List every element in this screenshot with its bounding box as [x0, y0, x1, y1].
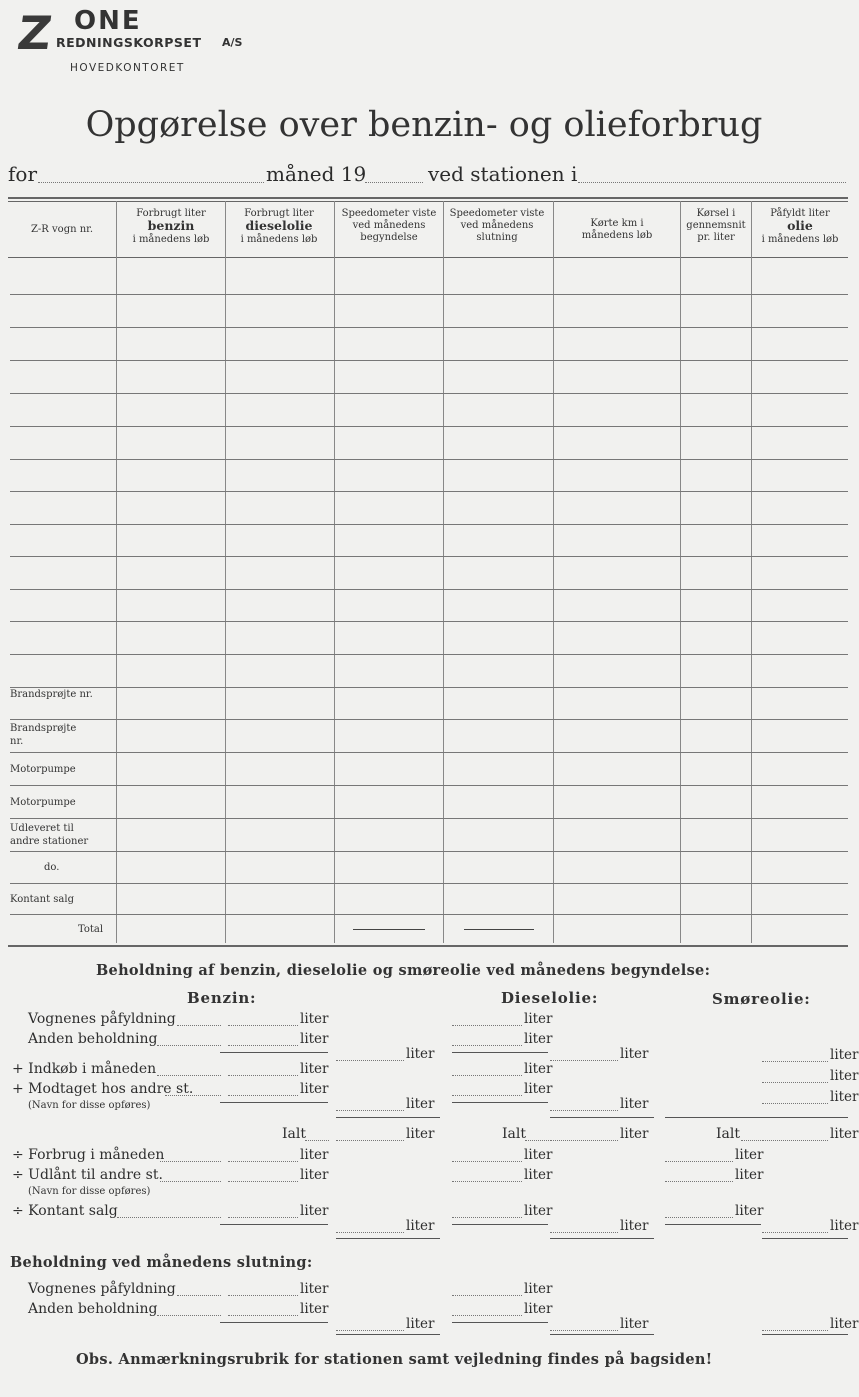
end-smore-total-field[interactable]: [762, 1330, 828, 1331]
diesel-anden-unit: liter: [524, 1031, 553, 1047]
end-diesel-anden-unit: liter: [524, 1301, 553, 1317]
end-diesel-vognenes-field[interactable]: [452, 1295, 522, 1296]
table-row-rule: [10, 459, 848, 460]
label-udlant: ÷ Udlånt til andre st.: [12, 1167, 163, 1183]
smore-1-unit: liter: [830, 1047, 859, 1063]
diesel-modtaget-unit: liter: [524, 1081, 553, 1097]
diesel-indkob-field[interactable]: [452, 1075, 522, 1076]
smore-end-rule: [762, 1238, 848, 1239]
end-benzin-rule: [220, 1322, 328, 1323]
diesel-kontant-field[interactable]: [452, 1217, 522, 1218]
col-header-avg: Kørsel i gennemsnit pr. liter: [686, 208, 746, 243]
diesel-forbrug-unit: liter: [524, 1147, 553, 1163]
end-benzin-vognenes-unit: liter: [300, 1281, 329, 1297]
col-header-km: Kørte km i månedens løb: [581, 218, 653, 241]
smore-2-unit: liter: [830, 1068, 859, 1084]
table-col-divider: [443, 201, 444, 943]
benzin-ialt-rule: [336, 1117, 440, 1118]
table-col-divider: [553, 201, 554, 943]
col-header-speedo-start: Speedometer viste ved månedens begyndelse: [341, 208, 437, 243]
benzin-subtotal-3-unit: liter: [406, 1218, 435, 1234]
col-header-vogn: Z-R vogn nr.: [30, 224, 94, 235]
benzin-subtotal-rule-2: [220, 1102, 328, 1103]
table-row-rule: [10, 393, 848, 394]
benzin-vognenes-unit: liter: [300, 1011, 329, 1027]
benzin-anden-unit: liter: [300, 1031, 329, 1047]
diesel-forbrug-field[interactable]: [452, 1161, 522, 1162]
year-field[interactable]: [365, 182, 423, 183]
label-ialt-smore: Ialt: [716, 1126, 740, 1142]
table-col-divider: [334, 201, 335, 943]
diesel-vognenes-unit: liter: [524, 1011, 553, 1027]
label-ialt-benzin: Ialt: [282, 1126, 306, 1142]
label-navn-note-1: (Navn for disse opføres): [28, 1100, 151, 1111]
logo-redningskorpset: REDNINGSKORPSET: [56, 35, 202, 50]
row-label-do: do.: [44, 862, 60, 873]
end-diesel-total-rule: [550, 1334, 654, 1335]
label-modtaget: + Modtaget hos andre st.: [12, 1081, 194, 1097]
logo-as: A/S: [222, 36, 243, 49]
smore-1-field[interactable]: [762, 1061, 828, 1062]
benzin-subtotal-rule-3: [220, 1224, 328, 1225]
diesel-udlant-field[interactable]: [452, 1181, 522, 1182]
end-benzin-total-rule: [336, 1334, 440, 1335]
smore-ialt-unit: liter: [830, 1126, 859, 1142]
for-label: for: [8, 162, 38, 186]
table-row-rule: [10, 524, 848, 525]
end-benzin-total-unit: liter: [406, 1316, 435, 1332]
diesel-subtotal-rule-2: [452, 1102, 548, 1103]
diesel-subtotal-1-field[interactable]: [550, 1060, 618, 1061]
table-col-divider: [116, 201, 117, 943]
label-navn-note-2: (Navn for disse opføres): [28, 1186, 151, 1197]
footer-note: Obs. Anmærkningsrubrik for stationen samt vejledning findes på bagsiden!: [76, 1351, 713, 1368]
benzin-subtotal-1-field[interactable]: [336, 1060, 404, 1061]
label-forbrug: ÷ Forbrug i måneden: [12, 1147, 165, 1163]
logo-z: Z: [14, 6, 52, 60]
diesel-subtotal-2-unit: liter: [620, 1096, 649, 1112]
table-row-rule: [10, 556, 848, 557]
benzin-modtaget-unit: liter: [300, 1081, 329, 1097]
col-title-smoreolie: Smøreolie:: [712, 990, 811, 1008]
benzin-subtotal-rule-1: [220, 1052, 328, 1053]
diesel-indkob-unit: liter: [524, 1061, 553, 1077]
table-row-rule: [10, 719, 848, 720]
smore-udlant-unit: liter: [735, 1167, 764, 1183]
smore-subtotal-rule: [665, 1224, 761, 1225]
label-indkob: + Indkøb i måneden: [12, 1061, 157, 1077]
table-row-rule: [10, 426, 848, 427]
col-title-benzin: Benzin:: [187, 989, 257, 1007]
benzin-kontant-field[interactable]: [228, 1217, 298, 1218]
end-diesel-rule: [452, 1322, 548, 1323]
table-row-rule: [10, 818, 848, 819]
table-col-divider: [680, 201, 681, 943]
row-label-kontant: Kontant salg: [10, 894, 74, 905]
benzin-forbrug-unit: liter: [300, 1147, 329, 1163]
table-row-rule: [10, 654, 848, 655]
benzin-ialt-unit: liter: [406, 1126, 435, 1142]
table-row-rule: [10, 851, 848, 852]
table-row-rule: [10, 360, 848, 361]
diesel-subtotal-rule-3: [452, 1224, 548, 1225]
benzin-modtaget-field[interactable]: [228, 1095, 298, 1096]
diesel-subtotal-rule-1: [452, 1052, 548, 1053]
end-leader-vognenes[interactable]: [177, 1295, 221, 1296]
end-label-anden: Anden beholdning: [28, 1301, 158, 1317]
col-header-speedo-end: Speedometer viste ved månedens slutning: [449, 208, 545, 243]
row-label-brandsprojte-2: Brandsprøjte nr.: [10, 723, 77, 747]
end-diesel-vognenes-unit: liter: [524, 1281, 553, 1297]
smore-ialt-rule: [665, 1117, 848, 1118]
leader-ialt-smore[interactable]: [741, 1140, 761, 1141]
table-row-rule: [10, 687, 848, 688]
smore-forbrug-field[interactable]: [665, 1161, 733, 1162]
table-row-rule: [10, 914, 848, 915]
table-bottom-rule: [8, 945, 848, 947]
benzin-udlant-unit: liter: [300, 1167, 329, 1183]
row-label-motorpumpe-2: Motorpumpe: [10, 797, 76, 808]
smore-forbrug-unit: liter: [735, 1147, 764, 1163]
leader-vognenes[interactable]: [177, 1025, 221, 1026]
smore-ialt-field[interactable]: [762, 1140, 828, 1141]
benzin-vognenes-field[interactable]: [228, 1025, 298, 1026]
table-row-rule: [10, 491, 848, 492]
month-label: måned 19: [266, 162, 367, 186]
end-stock-heading: Beholdning ved månedens slutning:: [10, 1254, 313, 1271]
diesel-subtotal-1-unit: liter: [620, 1046, 649, 1062]
end-smore-total-rule: [762, 1334, 848, 1335]
col-header-diesel: Forbrugt liter dieselolie i månedens løb: [240, 208, 318, 245]
end-benzin-anden-unit: liter: [300, 1301, 329, 1317]
table-row-rule: [10, 589, 848, 590]
diesel-anden-field[interactable]: [452, 1045, 522, 1046]
leader-forbrug[interactable]: [160, 1161, 221, 1162]
diesel-subtotal-3-field[interactable]: [550, 1232, 618, 1233]
label-kontant: ÷ Kontant salg: [12, 1203, 118, 1219]
table-row-rule: [10, 883, 848, 884]
diesel-ialt-unit: liter: [620, 1126, 649, 1142]
diesel-udlant-unit: liter: [524, 1167, 553, 1183]
smore-3-unit: liter: [830, 1089, 859, 1105]
table-row-rule: [10, 785, 848, 786]
table-row-rule: [10, 294, 848, 295]
total-underline-speedo-start: [353, 929, 425, 930]
station-field[interactable]: [578, 182, 846, 183]
benzin-anden-field[interactable]: [228, 1045, 298, 1046]
diesel-ialt-rule: [550, 1117, 654, 1118]
benzin-end-rule: [336, 1238, 440, 1239]
table-col-divider: [751, 201, 752, 943]
benzin-subtotal-1-unit: liter: [406, 1046, 435, 1062]
benzin-subtotal-3-field[interactable]: [336, 1232, 404, 1233]
stock-heading: Beholdning af benzin, dieselolie og smøreolie ved månedens begyndelse:: [96, 962, 711, 979]
benzin-udlant-field[interactable]: [228, 1181, 298, 1182]
table-row-rule: [10, 752, 848, 753]
label-vognenes: Vognenes påfyldning: [28, 1011, 176, 1027]
for-field[interactable]: [38, 182, 264, 183]
leader-ialt-benzin[interactable]: [305, 1140, 329, 1141]
leader-indkob[interactable]: [157, 1075, 221, 1076]
diesel-subtotal-3-unit: liter: [620, 1218, 649, 1234]
table-row-rule: [10, 621, 848, 622]
leader-udlant[interactable]: [160, 1181, 221, 1182]
diesel-ialt-field[interactable]: [550, 1140, 618, 1141]
smore-subtotal-field[interactable]: [762, 1232, 828, 1233]
col-title-diesel: Dieselolie:: [501, 989, 599, 1007]
leader-ialt-diesel[interactable]: [525, 1140, 549, 1141]
benzin-indkob-unit: liter: [300, 1061, 329, 1077]
benzin-ialt-field[interactable]: [336, 1140, 404, 1141]
col-header-benzin: Forbrugt liter benzin i månedens løb: [132, 208, 210, 245]
smore-udlant-field[interactable]: [665, 1181, 733, 1182]
diesel-subtotal-2-field[interactable]: [550, 1110, 618, 1111]
row-label-brandsprojte-1: Brandsprøjte nr.: [10, 689, 93, 700]
end-benzin-anden-field[interactable]: [228, 1315, 298, 1316]
col-header-olie: Påfyldt liter olie i månedens løb: [761, 208, 839, 245]
table-top-rule: [8, 197, 848, 199]
smore-kontant-field[interactable]: [665, 1217, 733, 1218]
end-benzin-vognenes-field[interactable]: [228, 1295, 298, 1296]
diesel-modtaget-field[interactable]: [452, 1095, 522, 1096]
leader-modtaget[interactable]: [165, 1095, 221, 1096]
logo-office: HOVEDKONTORET: [70, 62, 185, 74]
logo-one: ONE: [74, 6, 142, 36]
table-top-rule-2: [8, 201, 848, 202]
benzin-forbrug-field[interactable]: [228, 1161, 298, 1162]
end-smore-total-unit: liter: [830, 1316, 859, 1332]
smore-subtotal-unit: liter: [830, 1218, 859, 1234]
end-leader-anden[interactable]: [157, 1315, 221, 1316]
header-bottom-rule: [8, 257, 848, 258]
smore-3-field[interactable]: [762, 1103, 828, 1104]
form-title: Opgørelse over benzin- og olieforbrug: [85, 105, 763, 145]
benzin-indkob-field[interactable]: [228, 1075, 298, 1076]
diesel-end-rule: [550, 1238, 654, 1239]
row-label-motorpumpe-1: Motorpumpe: [10, 764, 76, 775]
leader-kontant[interactable]: [117, 1217, 221, 1218]
benzin-kontant-unit: liter: [300, 1203, 329, 1219]
row-label-udleveret: Udleveret til andre stationer: [10, 823, 89, 847]
end-diesel-total-unit: liter: [620, 1316, 649, 1332]
benzin-subtotal-2-field[interactable]: [336, 1110, 404, 1111]
label-ialt-diesel: Ialt: [502, 1126, 526, 1142]
station-label: ved stationen i: [428, 162, 578, 186]
diesel-vognenes-field[interactable]: [452, 1025, 522, 1026]
leader-anden[interactable]: [157, 1045, 221, 1046]
end-label-vognenes: Vognenes påfyldning: [28, 1281, 176, 1297]
end-diesel-anden-field[interactable]: [452, 1315, 522, 1316]
benzin-subtotal-2-unit: liter: [406, 1096, 435, 1112]
end-diesel-total-field[interactable]: [550, 1330, 618, 1331]
smore-kontant-unit: liter: [735, 1203, 764, 1219]
label-anden: Anden beholdning: [28, 1031, 158, 1047]
table-col-divider: [225, 201, 226, 943]
table-row-rule: [10, 327, 848, 328]
end-benzin-total-field[interactable]: [336, 1330, 404, 1331]
total-underline-speedo-end: [464, 929, 534, 930]
row-label-total: Total: [78, 924, 104, 935]
smore-2-field[interactable]: [762, 1082, 828, 1083]
diesel-kontant-unit: liter: [524, 1203, 553, 1219]
